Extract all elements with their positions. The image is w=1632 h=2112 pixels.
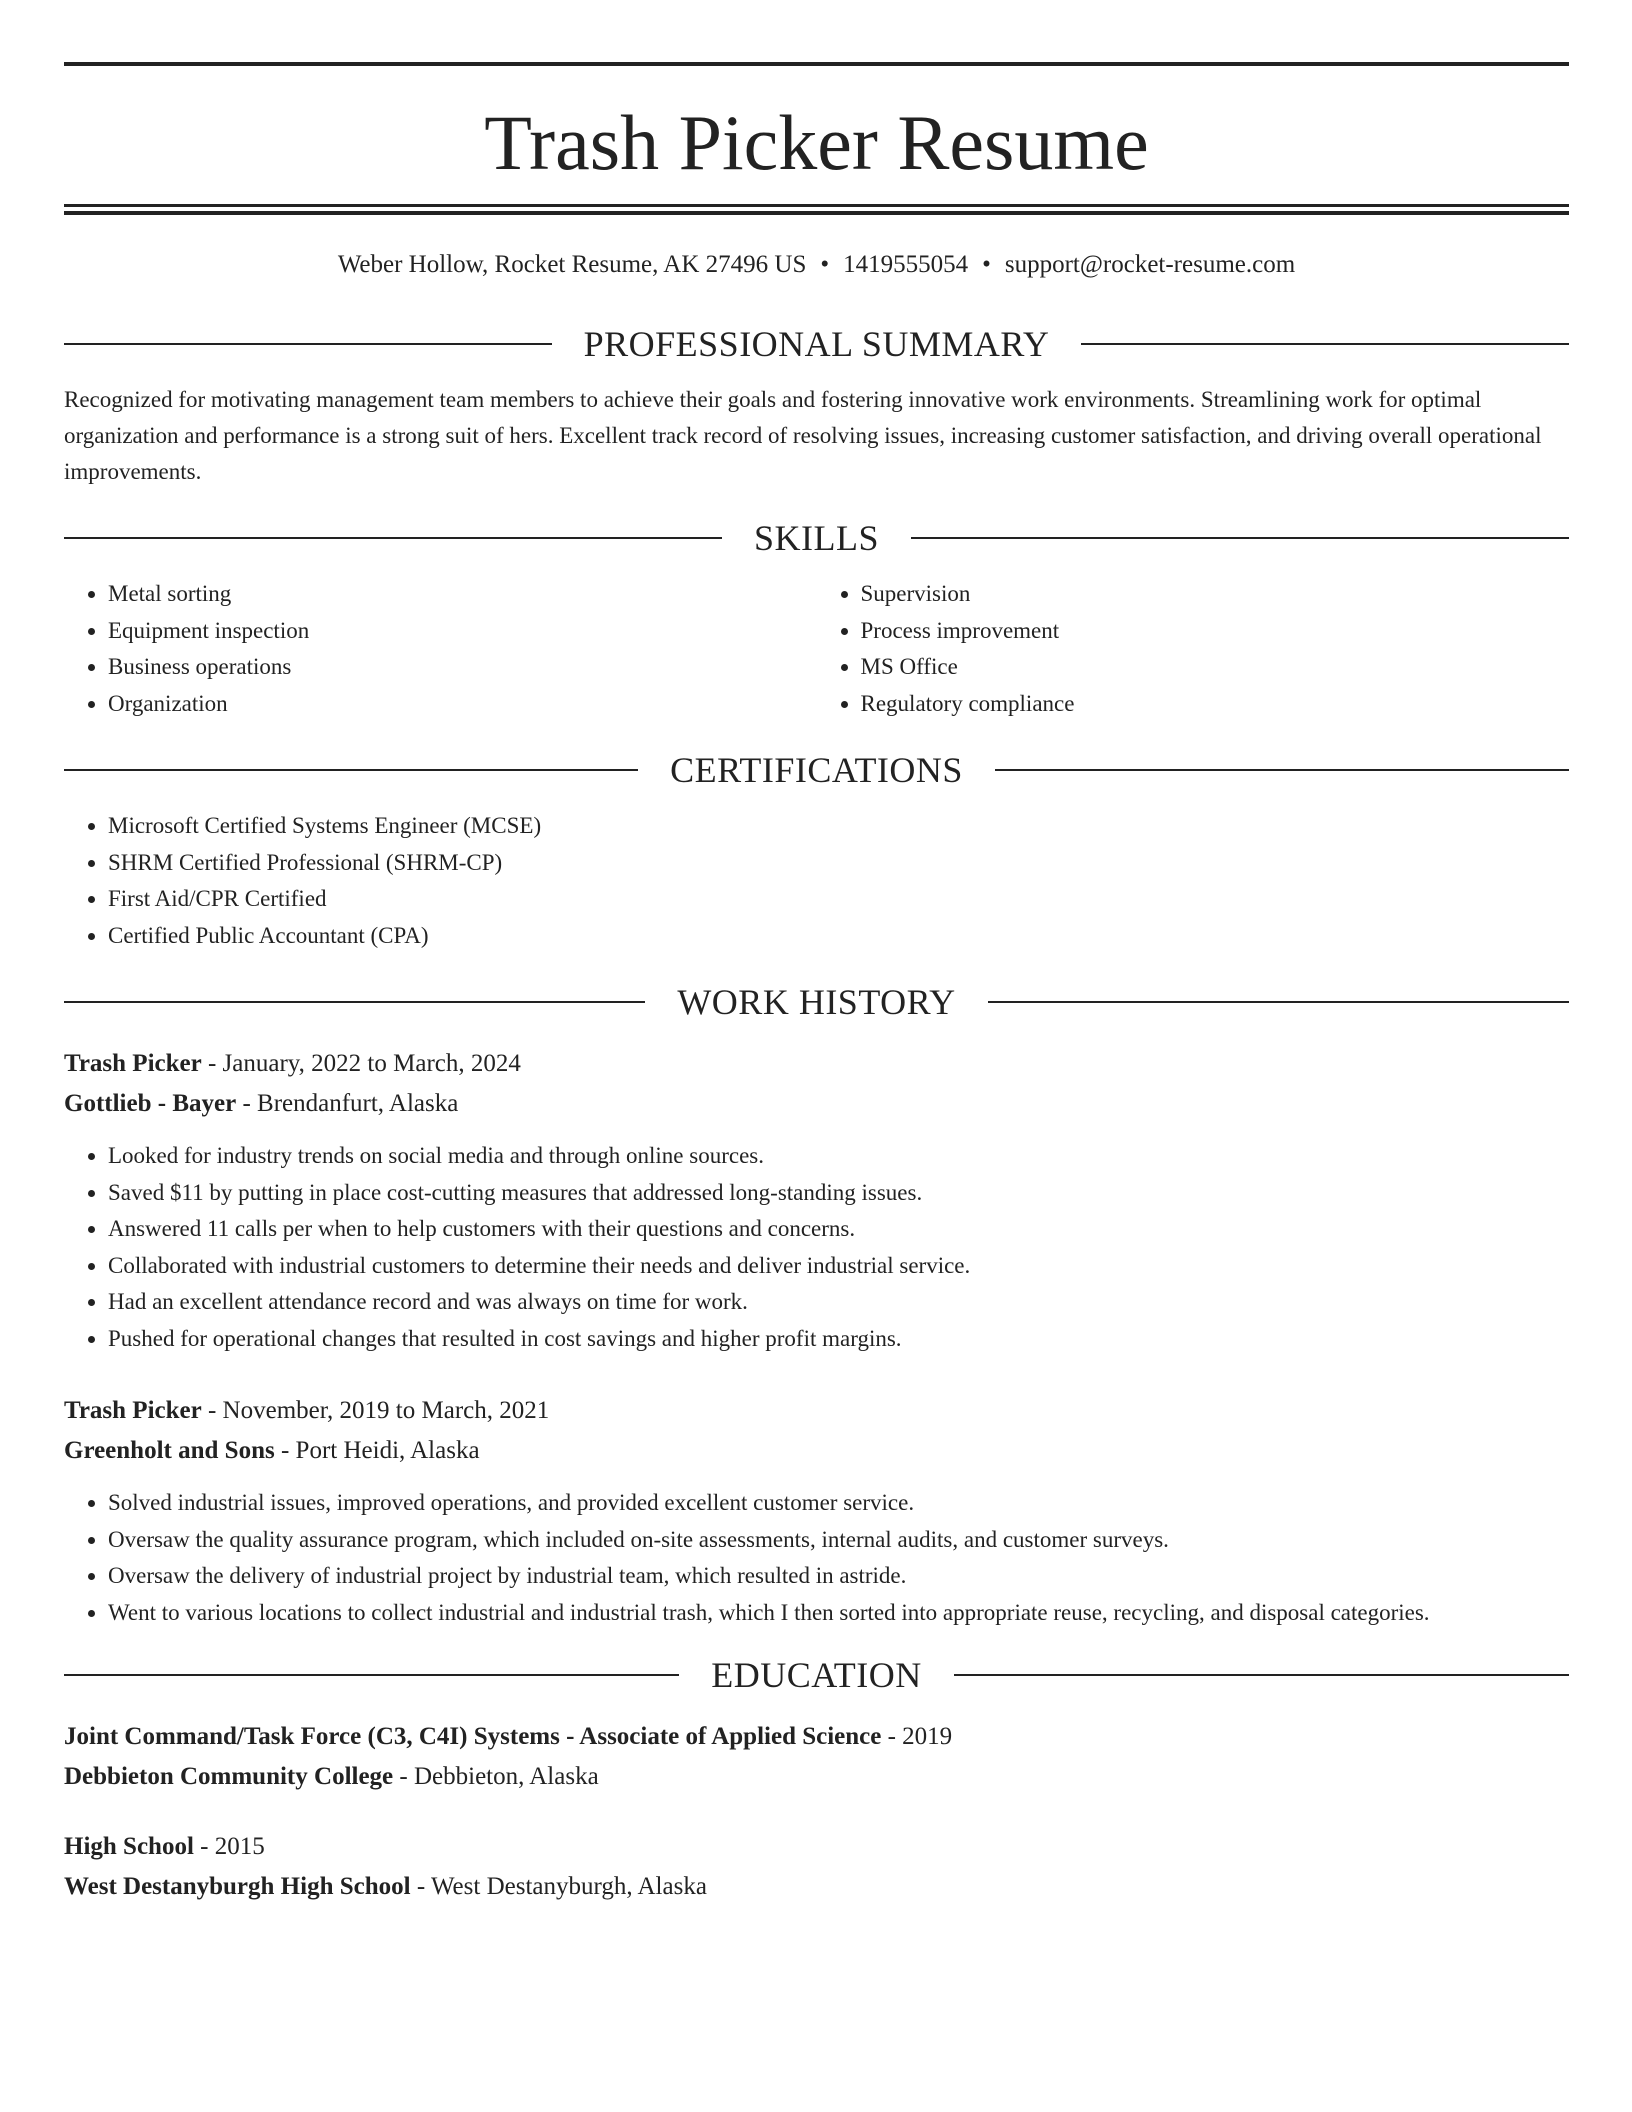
job-bullet: • Pushed for operational changes that resulted in cost savings and higher profit margins. <box>108 1321 1569 1358</box>
resume-title: Trash Picker Resume <box>484 99 1149 186</box>
skill-item: • Business operations <box>108 649 817 686</box>
divider-line <box>995 769 1569 771</box>
certifications-section-header <box>64 750 1569 790</box>
education-location: - West Destanyburgh, Alaska <box>410 1873 707 1900</box>
divider-line <box>954 1674 1569 1676</box>
job-entry <box>64 1044 1569 1357</box>
skill-item: • Supervision <box>861 576 1570 613</box>
job-bullet: • Had an excellent attendance record and was always on time for work. <box>108 1284 1569 1321</box>
divider-line <box>64 537 722 539</box>
double-rule <box>64 204 1569 215</box>
skills-section-header <box>64 518 1569 558</box>
skill-item: • Metal sorting <box>108 576 817 613</box>
certification-item: • First Aid/CPR Certified <box>108 881 1569 918</box>
education-entry <box>64 1827 1569 1907</box>
job-company: Greenholt and Sons <box>64 1437 275 1464</box>
job-title-line <box>64 1391 1569 1431</box>
certifications-list <box>64 808 1569 954</box>
job-dates: - November, 2019 to March, 2021 <box>201 1397 550 1424</box>
skill-item: • Regulatory compliance <box>861 686 1570 723</box>
job-bullet: • Oversaw the delivery of industrial project by industrial team, which resulted in astride. <box>108 1558 1569 1595</box>
job-entry <box>64 1391 1569 1631</box>
work-section-header <box>64 982 1569 1022</box>
skills-list <box>64 576 1569 722</box>
summary-section-header <box>64 324 1569 364</box>
education-degree: High School <box>64 1833 194 1860</box>
job-bullet: • Went to various locations to collect industrial and industrial trash, which I then sorted into appropriate reuse, recycling, and disposal categories. <box>108 1595 1569 1632</box>
skills-column-left <box>64 576 817 722</box>
divider-line <box>64 769 638 771</box>
skill-item: • Organization <box>108 686 817 723</box>
job-company-line <box>64 1084 1569 1124</box>
skill-item: • Process improvement <box>861 613 1570 650</box>
certification-item: • SHRM Certified Professional (SHRM-CP) <box>108 845 1569 882</box>
divider-line <box>64 343 552 345</box>
contact-separator: • <box>982 251 991 278</box>
job-company-line <box>64 1431 1569 1471</box>
education-year: - 2015 <box>193 1833 265 1860</box>
contact-phone: 1419555054 <box>843 251 969 278</box>
resume-page <box>64 62 1569 1907</box>
summary-heading: PROFESSIONAL SUMMARY <box>583 324 1050 364</box>
job-title-line <box>64 1044 1569 1084</box>
contact-separator: • <box>820 251 830 278</box>
certification-item: • Certified Public Accountant (CPA) <box>108 918 1569 955</box>
job-bullet: • Answered 11 calls per when to help customers with their questions and concerns. <box>108 1211 1569 1248</box>
certification-item: • Microsoft Certified Systems Engineer (MCSE) <box>108 808 1569 845</box>
job-bullet: • Collaborated with industrial customers to determine their needs and deliver industrial service. <box>108 1248 1569 1285</box>
divider-line <box>64 1674 679 1676</box>
job-bullet: • Solved industrial issues, improved operations, and provided excellent customer service. <box>108 1485 1569 1522</box>
certifications-heading: CERTIFICATIONS <box>670 750 963 790</box>
education-degree: Joint Command/Task Force (C3, C4I) Systems - Associate of Applied Science <box>64 1723 882 1750</box>
skills-heading: SKILLS <box>754 518 880 558</box>
education-entry <box>64 1717 1569 1797</box>
divider-line <box>1081 343 1569 345</box>
education-section-header <box>64 1655 1569 1695</box>
education-location: - Debbieton, Alaska <box>393 1763 599 1790</box>
job-title: Trash Picker <box>64 1397 202 1424</box>
education-heading: EDUCATION <box>711 1655 922 1695</box>
divider-line <box>988 1001 1569 1003</box>
job-location: - Port Heidi, Alaska <box>274 1437 480 1464</box>
education-school-line <box>64 1757 1569 1797</box>
contact-email: support@rocket-resume.com <box>1004 251 1296 278</box>
education-degree-line <box>64 1717 1569 1757</box>
education-school: West Destanyburgh High School <box>64 1873 411 1900</box>
contact-line <box>64 250 1569 280</box>
skill-item: • Equipment inspection <box>108 613 817 650</box>
education-degree-line <box>64 1827 1569 1867</box>
education-school: Debbieton Community College <box>64 1763 394 1790</box>
skill-item: • MS Office <box>861 649 1570 686</box>
contact-address: Weber Hollow, Rocket Resume, AK 27496 US <box>337 251 807 278</box>
skills-column-right <box>817 576 1570 722</box>
job-location: - Brendanfurt, Alaska <box>236 1090 459 1117</box>
work-heading: WORK HISTORY <box>677 982 956 1022</box>
top-rule <box>64 62 1569 66</box>
education-school-line <box>64 1867 1569 1907</box>
job-title: Trash Picker <box>64 1050 202 1077</box>
job-bullet: • Looked for industry trends on social media and through online sources. <box>108 1138 1569 1175</box>
job-company: Gottlieb - Bayer <box>64 1090 237 1117</box>
summary-text: Recognized for motivating management team members to achieve their goals and fostering innovative work environments. Streamlining work for optimal organization and performance is a strong suit of hers. Excellent track record of resolving issues, increasing customer satisfaction, and driving overall operational improvements. <box>64 387 1542 484</box>
job-bullet: • Saved $11 by putting in place cost-cutting measures that addressed long-standing issues. <box>108 1175 1569 1212</box>
job-dates: - January, 2022 to March, 2024 <box>201 1050 521 1077</box>
education-year: - 2019 <box>881 1723 953 1750</box>
divider-line <box>64 1001 645 1003</box>
divider-line <box>911 537 1569 539</box>
job-bullet: • Oversaw the quality assurance program, which included on-site assessments, internal audits, and customer surveys. <box>108 1522 1569 1559</box>
